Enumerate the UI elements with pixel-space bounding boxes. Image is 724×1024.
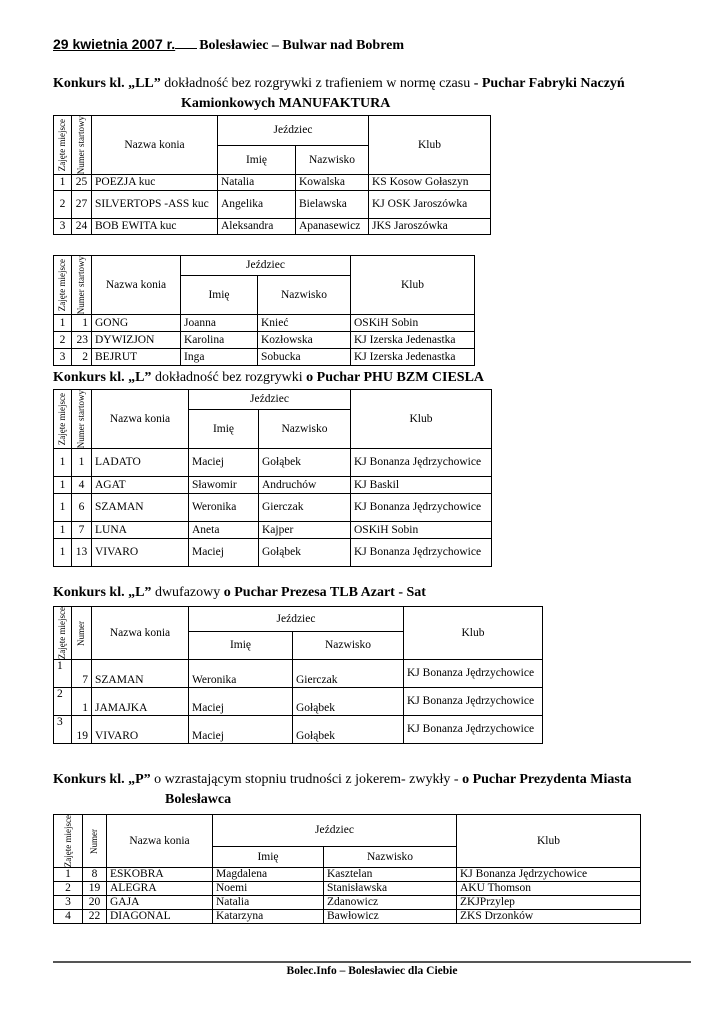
table-cell: SZAMAN — [92, 660, 189, 688]
table-cell: 27 — [72, 191, 92, 219]
table-cell: GAJA — [107, 896, 213, 910]
table-row — [54, 868, 641, 882]
competition-2-table — [53, 255, 475, 366]
table-cell: Kajper — [259, 522, 351, 539]
rotated-header-label: Numer — [89, 828, 99, 854]
table-cell: OSKiH Sobin — [351, 315, 475, 332]
header-underline-gap — [175, 36, 197, 49]
table-cell: 2 — [54, 688, 72, 716]
table-cell: DIAGONAL — [107, 910, 213, 924]
footer-divider — [53, 961, 691, 963]
table-cell: 4 — [72, 477, 92, 494]
table-cell: 1 — [54, 175, 72, 191]
table-cell: 3 — [54, 219, 72, 235]
table-row — [54, 315, 475, 332]
page-footer: Bolec.Info – Bolesławiec dla Ciebie — [286, 965, 458, 977]
table-cell: 3 — [54, 349, 72, 366]
table-cell: Natalia — [213, 896, 324, 910]
col-number — [72, 607, 92, 660]
table-row — [54, 896, 641, 910]
col-place — [54, 390, 72, 449]
table-row — [54, 477, 492, 494]
table-cell: Zdanowicz — [324, 896, 457, 910]
rotated-header-label: Numer — [76, 620, 86, 646]
table-row — [54, 219, 491, 235]
competition-5-table — [53, 814, 641, 924]
table-cell: Bielawska — [296, 191, 369, 219]
table-cell: Andruchów — [259, 477, 351, 494]
table-cell: 13 — [72, 539, 92, 567]
table-cell: Maciej — [189, 539, 259, 567]
competition-1-class: Konkurs kl. „LL” — [53, 76, 161, 91]
table-row — [54, 910, 641, 924]
table-row — [54, 522, 492, 539]
table-row — [54, 660, 543, 688]
table-cell: DYWIZJON — [92, 332, 181, 349]
table-cell: Gołąbek — [293, 716, 404, 744]
table-cell: 1 — [54, 477, 72, 494]
table-cell: LUNA — [92, 522, 189, 539]
rotated-header-label: Numer startowy — [76, 256, 86, 315]
table-cell: SILVERTOPS -ASS kuc — [92, 191, 218, 219]
table-row — [54, 332, 475, 349]
table-row — [54, 539, 492, 567]
col-last-name: Nazwisko — [296, 146, 369, 175]
col-rider: Jeździec — [218, 116, 369, 146]
table-cell: OSKiH Sobin — [351, 522, 492, 539]
table-cell: Inga — [181, 349, 258, 366]
table-cell: Natalia — [218, 175, 296, 191]
table-cell: KJ Izerska Jedenastka — [351, 332, 475, 349]
table-cell: 1 — [54, 868, 83, 882]
table-cell: 1 — [72, 449, 92, 477]
rotated-header-label: Numer startowy — [76, 390, 86, 449]
table-cell: 8 — [83, 868, 107, 882]
rotated-header-label: Zajęte miejsce — [62, 815, 73, 868]
table-cell: KJ Baskil — [351, 477, 492, 494]
col-place — [54, 256, 72, 315]
competition-5-trophy: o Puchar Prezydenta Miasta — [462, 772, 632, 787]
col-last-name: Nazwisko — [258, 276, 351, 315]
col-start-number — [72, 390, 92, 449]
rotated-header-label: Numer startowy — [76, 116, 86, 175]
table-cell: ZKS Drzonków — [457, 910, 641, 924]
table-cell: Gołąbek — [293, 688, 404, 716]
rotated-header-label: Zajęte miejsce — [57, 607, 67, 660]
table-cell: Aneta — [189, 522, 259, 539]
table-cell: Aleksandra — [218, 219, 296, 235]
col-club: Klub — [404, 607, 543, 660]
competition-5-class: Konkurs kl. „P” — [53, 772, 151, 787]
table-row — [54, 175, 491, 191]
table-cell: 3 — [54, 896, 83, 910]
table-cell: VIVARO — [92, 539, 189, 567]
table-cell: Angelika — [218, 191, 296, 219]
table-cell: KS Kosow Gołaszyn — [369, 175, 491, 191]
col-horse: Nazwa konia — [92, 256, 181, 315]
competition-1-trophy-line2: Kamionkowych MANUFAKTURA — [181, 96, 391, 111]
table-cell: Sławomir — [189, 477, 259, 494]
table-cell: Stanisławska — [324, 882, 457, 896]
table-cell: Kowalska — [296, 175, 369, 191]
col-first-name: Imię — [189, 410, 259, 449]
col-first-name: Imię — [181, 276, 258, 315]
competition-3-heading — [53, 368, 484, 388]
table-cell: KJ Bonanza Jędrzychowice — [351, 494, 492, 522]
table-cell: Gierczak — [293, 660, 404, 688]
col-start-number — [72, 116, 92, 175]
col-club: Klub — [369, 116, 491, 175]
table-cell: 7 — [72, 660, 92, 688]
col-start-number — [72, 256, 92, 315]
col-last-name: Nazwisko — [259, 410, 351, 449]
table-cell: 1 — [72, 688, 92, 716]
table-cell: JKS Jaroszówka — [369, 219, 491, 235]
competition-5-heading — [53, 770, 631, 810]
col-horse: Nazwa konia — [107, 815, 213, 868]
event-date: 29 kwietnia 2007 r. — [53, 36, 176, 52]
competition-3-table — [53, 389, 492, 567]
competition-4-trophy: o Puchar Prezesa TLB Azart - Sat — [223, 585, 426, 600]
col-club: Klub — [457, 815, 641, 868]
col-club: Klub — [351, 390, 492, 449]
table-cell: KJ Bonanza Jędrzychowice — [404, 660, 543, 688]
col-rider: Jeździec — [189, 607, 404, 632]
col-rider: Jeździec — [213, 815, 457, 847]
rotated-header-label: Zajęte miejsce — [57, 259, 67, 312]
col-place — [54, 607, 72, 660]
table-cell: Magdalena — [213, 868, 324, 882]
competition-1-heading — [53, 74, 625, 114]
table-cell: 1 — [54, 315, 72, 332]
table-row — [54, 688, 543, 716]
table-row — [54, 716, 543, 744]
competition-4-heading — [53, 583, 426, 603]
table-cell: 1 — [72, 315, 92, 332]
table-cell: ZKJPrzylep — [457, 896, 641, 910]
table-cell: BOB EWITA kuc — [92, 219, 218, 235]
table-cell: Bawłowicz — [324, 910, 457, 924]
col-number — [83, 815, 107, 868]
competition-3-trophy: o Puchar PHU BZM CIESLA — [306, 370, 485, 385]
competition-3-description: dokładność bez rozgrywki — [151, 370, 307, 385]
col-first-name: Imię — [213, 847, 324, 868]
col-last-name: Nazwisko — [293, 632, 404, 660]
table-cell: 6 — [72, 494, 92, 522]
competition-5-trophy-line2: Bolesławca — [165, 792, 232, 807]
competition-4-table — [53, 606, 543, 744]
table-cell: 3 — [54, 716, 72, 744]
table-cell: KJ Bonanza Jędrzychowice — [404, 688, 543, 716]
table-cell: AGAT — [92, 477, 189, 494]
table-cell: BEJRUT — [92, 349, 181, 366]
table-cell: Apanasewicz — [296, 219, 369, 235]
competition-4-class: Konkurs kl. „L” — [53, 585, 152, 600]
competition-1-description: dokładność bez rozgrywki z trafieniem w normę czasu — [160, 76, 474, 91]
competition-4-description: dwufazowy — [151, 585, 224, 600]
table-cell: ALEGRA — [107, 882, 213, 896]
col-horse: Nazwa konia — [92, 607, 189, 660]
table-row — [54, 449, 492, 477]
col-first-name: Imię — [189, 632, 293, 660]
col-last-name: Nazwisko — [324, 847, 457, 868]
table-cell: 2 — [72, 349, 92, 366]
table-cell: 2 — [54, 191, 72, 219]
col-first-name: Imię — [218, 146, 296, 175]
table-cell: VIVARO — [92, 716, 189, 744]
table-cell: Gołąbek — [259, 449, 351, 477]
table-cell: SZAMAN — [92, 494, 189, 522]
table-cell: Kasztelan — [324, 868, 457, 882]
table-cell: 2 — [54, 332, 72, 349]
table-cell: 1 — [54, 449, 72, 477]
table-cell: Katarzyna — [213, 910, 324, 924]
table-cell: ESKOBRA — [107, 868, 213, 882]
col-horse: Nazwa konia — [92, 390, 189, 449]
table-cell: Maciej — [189, 716, 293, 744]
table-cell: Sobucka — [258, 349, 351, 366]
event-location: Bolesławiec – Bulwar nad Bobrem — [199, 38, 405, 53]
table-cell: Maciej — [189, 449, 259, 477]
table-cell: 22 — [83, 910, 107, 924]
table-cell: Kozłowska — [258, 332, 351, 349]
table-cell: 1 — [54, 494, 72, 522]
competition-5-description: o wzrastającym stopniu trudności z jokerem- zwykły - — [150, 772, 463, 787]
competition-1-table — [53, 115, 491, 235]
table-cell: Gołąbek — [259, 539, 351, 567]
table-cell: 20 — [83, 896, 107, 910]
col-place — [54, 116, 72, 175]
col-horse: Nazwa konia — [92, 116, 218, 175]
table-cell: Karolina — [181, 332, 258, 349]
table-cell: Weronika — [189, 660, 293, 688]
table-cell: 24 — [72, 219, 92, 235]
table-cell: GONG — [92, 315, 181, 332]
table-cell: 1 — [54, 539, 72, 567]
page-header — [53, 36, 404, 54]
table-cell: 25 — [72, 175, 92, 191]
table-cell: Joanna — [181, 315, 258, 332]
table-cell: 7 — [72, 522, 92, 539]
table-cell: KJ OSK Jaroszówka — [369, 191, 491, 219]
competition-3-class: Konkurs kl. „L” — [53, 370, 152, 385]
table-row — [54, 349, 475, 366]
col-rider: Jeździec — [189, 390, 351, 410]
table-cell: 19 — [72, 716, 92, 744]
rotated-header-label: Zajęte miejsce — [57, 393, 67, 446]
table-cell: KJ Bonanza Jędrzychowice — [457, 868, 641, 882]
table-cell: KJ Izerska Jedenastka — [351, 349, 475, 366]
competition-1-trophy: - Puchar Fabryki Naczyń — [473, 76, 625, 91]
table-row — [54, 494, 492, 522]
table-cell: LADATO — [92, 449, 189, 477]
table-cell: Maciej — [189, 688, 293, 716]
table-cell: JAMAJKA — [92, 688, 189, 716]
col-rider: Jeździec — [181, 256, 351, 276]
rotated-header-label: Zajęte miejsce — [57, 119, 67, 172]
table-cell: 1 — [54, 660, 72, 688]
col-club: Klub — [351, 256, 475, 315]
col-place — [54, 815, 83, 868]
table-cell: Noemi — [213, 882, 324, 896]
table-cell: KJ Bonanza Jędrzychowice — [351, 449, 492, 477]
table-cell: 1 — [54, 522, 72, 539]
table-cell: 4 — [54, 910, 83, 924]
table-cell: 23 — [72, 332, 92, 349]
table-cell: 2 — [54, 882, 83, 896]
table-cell: Weronika — [189, 494, 259, 522]
table-row — [54, 191, 491, 219]
table-cell: Gierczak — [259, 494, 351, 522]
table-cell: Knieć — [258, 315, 351, 332]
table-cell: AKU Thomson — [457, 882, 641, 896]
table-cell: KJ Bonanza Jędrzychowice — [351, 539, 492, 567]
table-cell: 19 — [83, 882, 107, 896]
table-cell: KJ Bonanza Jędrzychowice — [404, 716, 543, 744]
table-cell: POEZJA kuc — [92, 175, 218, 191]
table-row — [54, 882, 641, 896]
